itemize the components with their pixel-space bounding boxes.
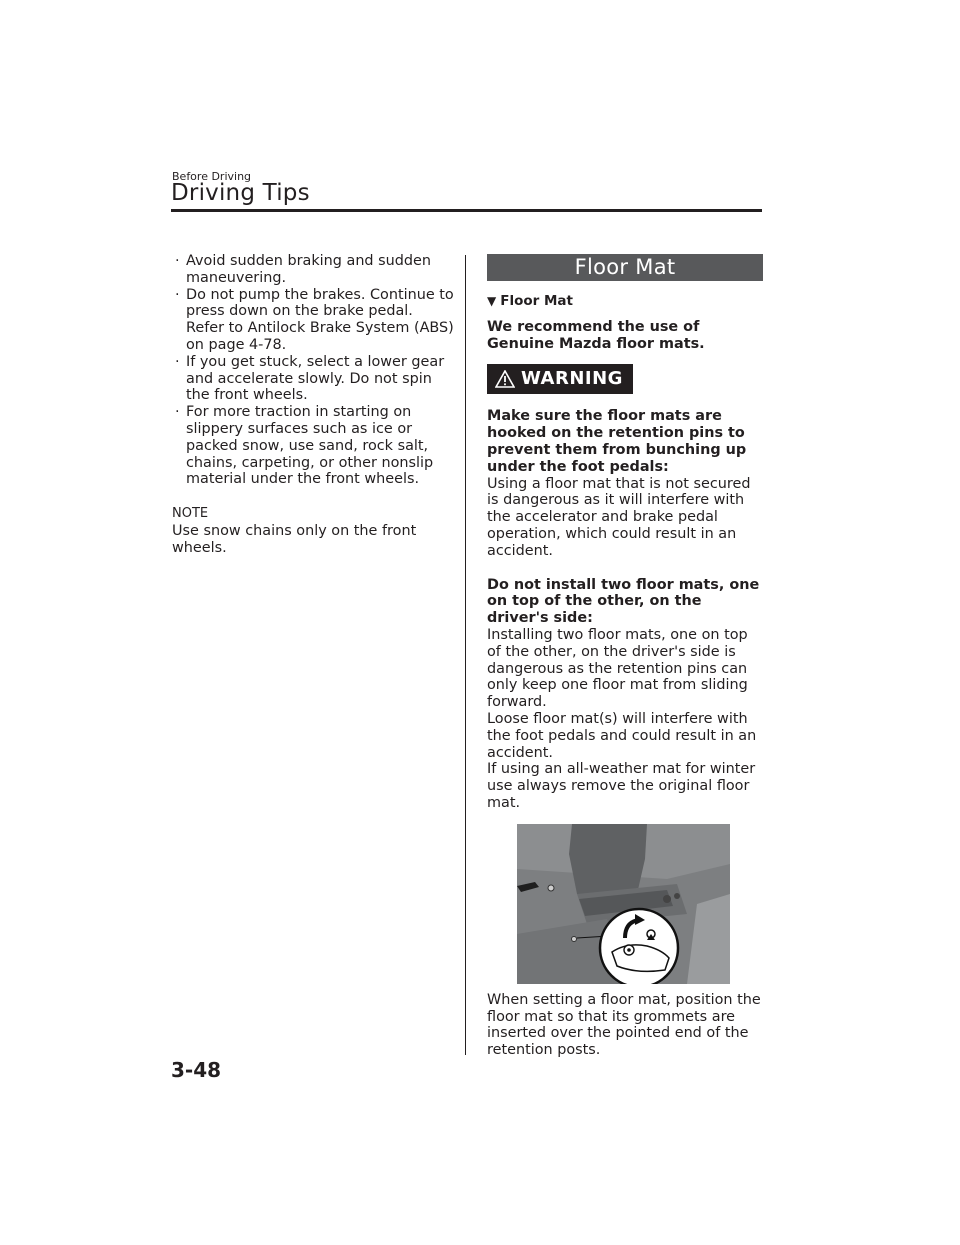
subheading-text: Floor Mat — [500, 293, 573, 309]
note-text: Use snow chains only on the front wheels. — [172, 522, 417, 556]
floor-mat-image — [517, 824, 730, 984]
note-label: NOTE — [172, 506, 209, 522]
warning-text: If using an all-weather mat for winter use always remove the original floor mat. — [487, 761, 756, 811]
column-divider — [465, 255, 466, 1055]
warning-text: Using a floor mat that is not secured is dangerous as it will interfere with the accelerator and brake pedal operation, which could result in an accident. — [487, 475, 751, 559]
warning-heading: Do not install two floor mats, one on top of the other, on the driver's side: — [487, 576, 760, 627]
intro-text: We recommend the use of Genuine Mazda floor mats. — [487, 318, 705, 352]
page-number: 3-48 — [171, 1058, 222, 1082]
list-item: · For more traction in starting on slippery surfaces such as ice or packed snow, use sand, rock salt, chains, carpeting, or other nonslip material under the front wheels. — [172, 404, 454, 488]
section-title: Driving Tips — [171, 180, 310, 206]
left-column — [172, 253, 454, 557]
warning-triangle-icon — [495, 370, 515, 388]
list-item: · Do not pump the brakes. Continue to press down on the brake pedal. Refer to Antilock Brake System (ABS) on page 4-78. — [172, 287, 454, 354]
warning-badge — [487, 364, 633, 394]
warning-block — [487, 577, 763, 812]
right-column — [487, 254, 763, 1059]
tips-list — [172, 253, 454, 488]
triangle-down-icon: ▼ — [487, 294, 497, 308]
list-item: · If you get stuck, select a lower gear and accelerate slowly. Do not spin the front wheels. — [172, 354, 454, 404]
floor-mat-illustration — [517, 824, 730, 984]
section-rule — [171, 209, 762, 212]
warning-heading: Make sure the floor mats are hooked on the retention pins to prevent them from bunching up under the foot pedals: — [487, 408, 747, 475]
floor-mat-subheading — [487, 293, 763, 310]
warning-text: Installing two floor mats, one on top of the other, on the driver's side is dangerous as the retention pins can only keep one floor mat from sliding forward. — [487, 626, 748, 711]
warning-block — [487, 408, 763, 559]
list-item: · Avoid sudden braking and sudden maneuvering. — [172, 253, 454, 287]
section-kicker: Before Driving — [172, 170, 252, 183]
figure-caption: When setting a floor mat, position the floor mat so that its grommets are inserted over the pointed end of the retention posts. — [487, 991, 761, 1059]
floor-mat-heading: Floor Mat — [487, 254, 763, 281]
warning-label: WARNING — [521, 367, 623, 389]
warning-text: Loose floor mat(s) will interfere with the foot pedals and could result in an accident. — [487, 710, 757, 761]
